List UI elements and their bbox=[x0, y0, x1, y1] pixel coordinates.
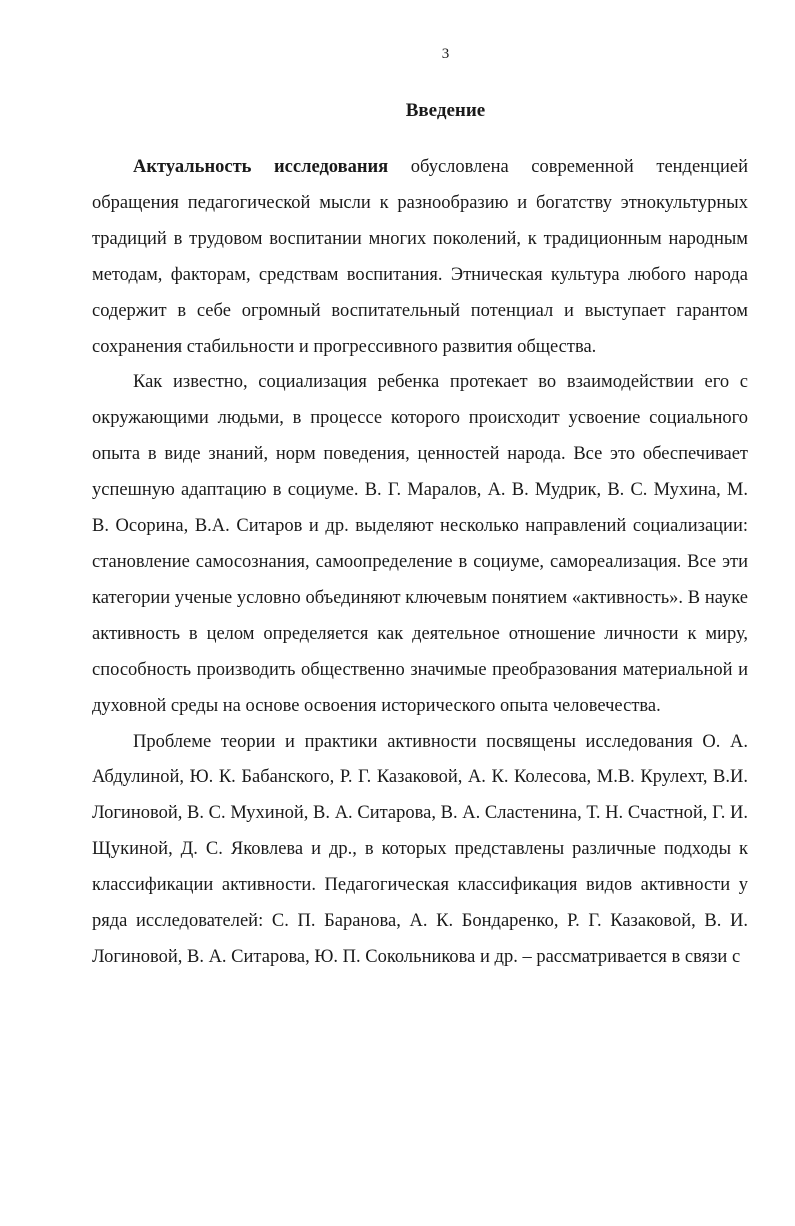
section-heading: Введение bbox=[405, 100, 486, 121]
paragraph-text: Как известно, социализация ребенка протекает во взаимодействии его с окружающими людьми, в процессе которого происходит усвоение социального опыта в виде знаний, норм поведения, ценностей народа. Все это обеспечивает успешную адаптацию в социуме. В. Г. Маралов, А. В. Мудрик, В. С. Мухина, М. В. Осорина, В.А. Ситаров и др. выделяют несколько направлений социализации: становление самосознания, самоопределение в социуме, самореализация. Все эти категории ученые условно объединяют ключевым понятием «активность». В науке активность в целом определяется как деятельное отношение личности к миру, способность производить общественно значимые преобразования материальной и духовной среды на основе освоения исторического опыта человечества. bbox=[92, 372, 748, 716]
paragraph-text: обусловлена современной тенденцией обращения педагогической мысли к разнообразию и богатству этнокультурных традиций в трудовом воспитании многих поколений, к традиционным народным методам, факторам, средствам воспитания. Этническая культура любого народа содержит в себе огромный воспитательный потенциал и выступает гарантом сохранения стабильности и прогрессивного развития общества. bbox=[92, 157, 748, 357]
paragraph-activity-research bbox=[92, 725, 748, 976]
paragraph-socialization bbox=[92, 365, 748, 724]
paragraph-lead-bold: Актуальность исследования bbox=[133, 157, 389, 177]
paragraph-relevance bbox=[92, 150, 748, 365]
page-number: 3 bbox=[441, 46, 450, 62]
body-text bbox=[92, 150, 748, 976]
paragraph-text: Проблеме теории и практики активности посвящены исследования О. А. Абдулиной, Ю. К. Бабанского, Р. Г. Казаковой, А. К. Колесова, М.В. Крулехт, В.И. Логиновой, В. С. Мухиной, В. А. Ситарова, В. А. Сластенина, Т. Н. Счастной, Г. И. Щукиной, Д. С. Яковлева и др., в которых представлены различные подходы к классификации активности. Педагогическая классификация видов активности у ряда исследователей: С. П. Баранова, А. К. Бондаренко, Р. Г. Казаковой, В. И. Логиновой, В. А. Ситарова, Ю. П. Сокольникова и др. – рассматривается в связи с bbox=[92, 731, 748, 967]
